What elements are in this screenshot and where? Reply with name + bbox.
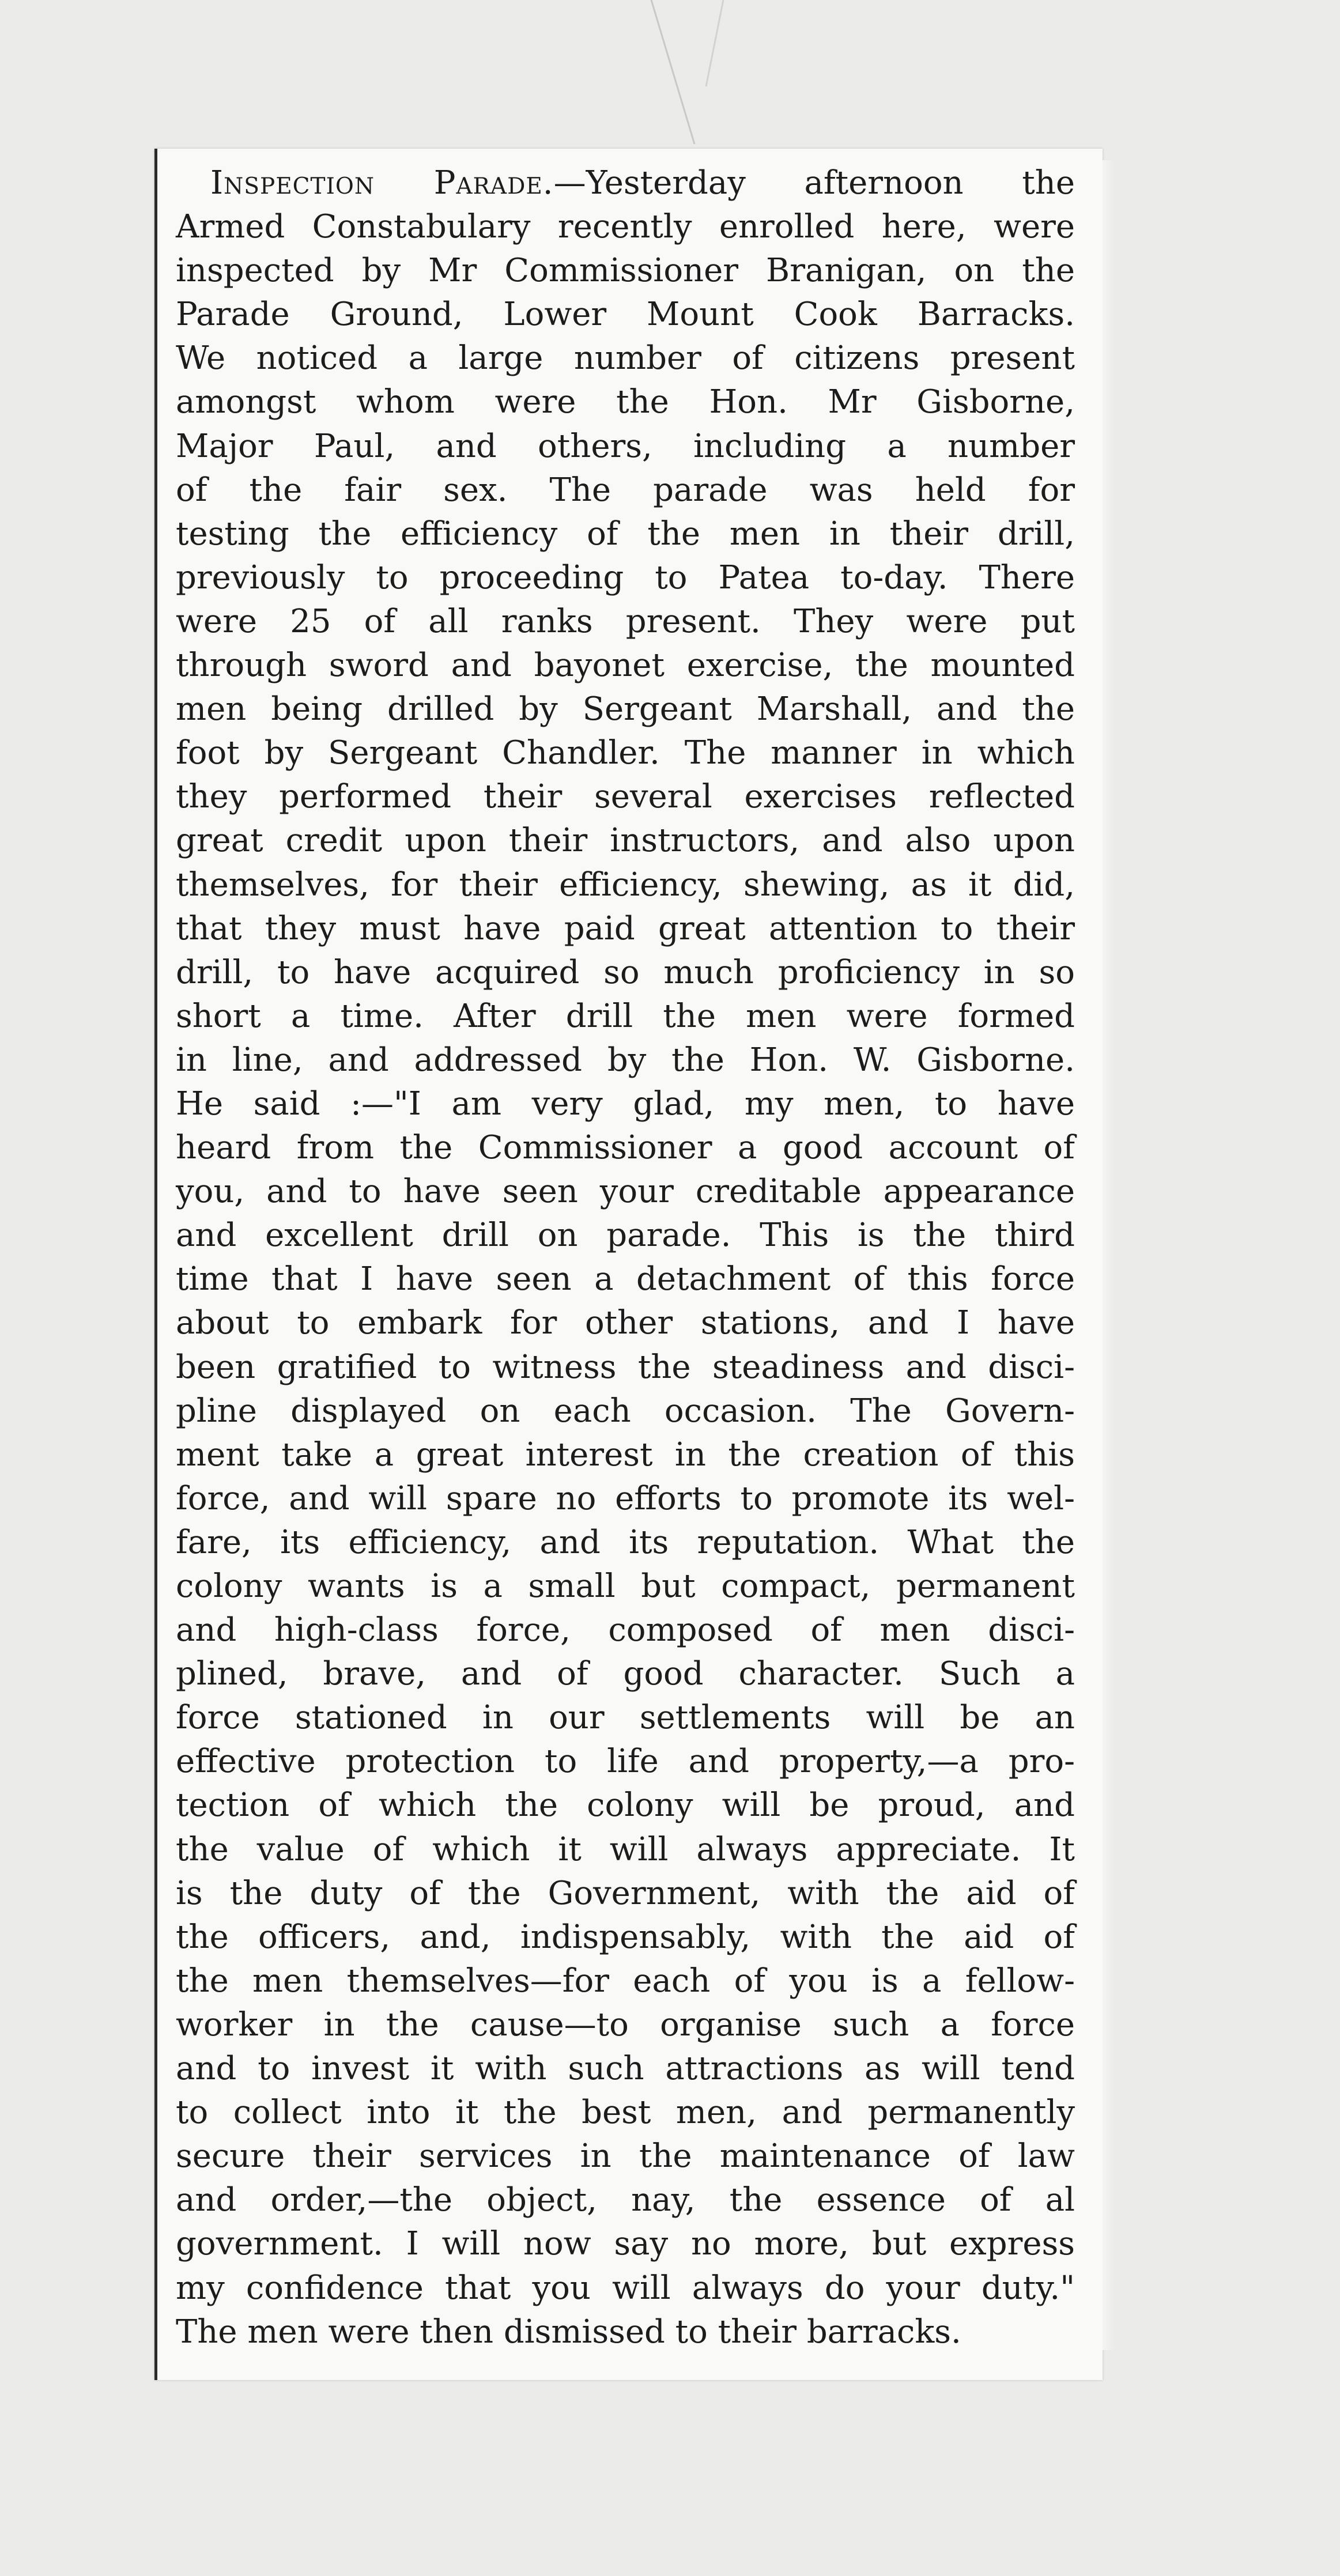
article-line-30: ment take a great interest in the creation of this	[176, 1436, 1075, 1474]
article-line-46: secure their services in the maintenance of law	[176, 2137, 1075, 2175]
article-line-44: and to invest it with such attractions as will tend	[176, 2050, 1075, 2088]
article-line-27: about to embark for other stations, and I have	[176, 1304, 1075, 1342]
article-line-6: amongst whom were the Hon. Mr Gisborne,	[176, 383, 1075, 421]
article-line-15: they performed their several exercises reflected	[176, 778, 1075, 816]
article-line-36: force stationed in our settlements will be an	[176, 1699, 1075, 1737]
article-line-8: of the fair sex. The parade was held for	[176, 471, 1075, 509]
article-line-16: great credit upon their instructors, and also upon	[176, 822, 1075, 860]
article-line-42: the men themselves—for each of you is a fellow-	[176, 1962, 1075, 2000]
article-line-19: drill, to have acquired so much proficiency in so	[176, 953, 1075, 991]
article-line-33: colony wants is a small but compact, permanent	[176, 1567, 1075, 1605]
article-line-10: previously to proceeding to Patea to-day. There	[176, 558, 1075, 596]
article-line-34: and high-class force, composed of men disci-	[176, 1611, 1075, 1649]
article-line-13: men being drilled by Sergeant Marshall, and the	[176, 690, 1075, 728]
article-line-21: in line, and addressed by the Hon. W. Gisborne.	[176, 1041, 1075, 1079]
article-line-5: We noticed a large number of citizens present	[176, 339, 1075, 377]
article-line-29: pline displayed on each occasion. The Govern-	[176, 1392, 1075, 1430]
article-line-40: is the duty of the Government, with the aid of	[176, 1874, 1075, 1912]
article-line-35: plined, brave, and of good character. Such a	[176, 1655, 1075, 1693]
article-line-20: short a time. After drill the men were formed	[176, 997, 1075, 1035]
article-line-50: The men were then dismissed to their barracks.	[176, 2313, 961, 2351]
article-line-37: effective protection to life and property,—a pro-	[176, 1743, 1075, 1781]
article-line-11: were 25 of all ranks present. They were put	[176, 602, 1075, 640]
article-line-45: to collect into it the best men, and permanently	[176, 2094, 1075, 2132]
article-line-2: Armed Constabulary recently enrolled here, were	[176, 208, 1075, 246]
article-line-9: testing the efficiency of the men in their drill,	[176, 515, 1075, 553]
article-line-22: He said :—"I am very glad, my men, to have	[176, 1085, 1075, 1123]
article-line-43: worker in the cause—to organise such a force	[176, 2005, 1075, 2044]
article-line-31: force, and will spare no efforts to promote its wel-	[176, 1479, 1075, 1517]
article-line-1-text: —Yesterday afternoon the	[553, 164, 1075, 202]
article-line-12: through sword and bayonet exercise, the mounted	[176, 647, 1075, 685]
newspaper-clipping	[154, 149, 1103, 2380]
article-line-26: time that I have seen a detachment of this force	[176, 1260, 1075, 1298]
article-line-24: you, and to have seen your creditable appearance	[176, 1173, 1075, 1211]
article-line-23: heard from the Commissioner a good account of	[176, 1129, 1075, 1167]
article-line-32: fare, its efficiency, and its reputation. What the	[176, 1523, 1075, 1561]
article-heading: Inspection Parade.	[210, 164, 554, 202]
article-line-38: tection of which the colony will be proud, and	[176, 1786, 1075, 1825]
article-line-39: the value of which it will always appreciate. It	[176, 1830, 1075, 1868]
paper-scratch-marks	[0, 0, 1340, 150]
article-line-1	[176, 161, 1075, 205]
article-line-7: Major Paul, and others, including a number	[176, 427, 1075, 465]
article-line-41: the officers, and, indispensably, with the aid of	[176, 1918, 1075, 1956]
article-line-47: and order,—the object, nay, the essence of al	[176, 2181, 1075, 2219]
article-line-28: been gratified to witness the steadiness and disci-	[176, 1348, 1075, 1386]
article-text	[176, 161, 1075, 2354]
article-line-49: my confidence that you will always do your duty."	[176, 2269, 1075, 2307]
article-line-48: government. I will now say no more, but express	[176, 2225, 1075, 2263]
article-line-3: inspected by Mr Commissioner Branigan, on the	[176, 252, 1075, 290]
article-line-18: that they must have paid great attention to their	[176, 909, 1075, 947]
article-line-25: and excellent drill on parade. This is the third	[176, 1217, 1075, 1255]
article-line-4: Parade Ground, Lower Mount Cook Barracks.	[176, 296, 1075, 334]
article-line-14: foot by Sergeant Chandler. The manner in which	[176, 734, 1075, 772]
article-line-17: themselves, for their efficiency, shewing, as it did,	[176, 866, 1075, 904]
